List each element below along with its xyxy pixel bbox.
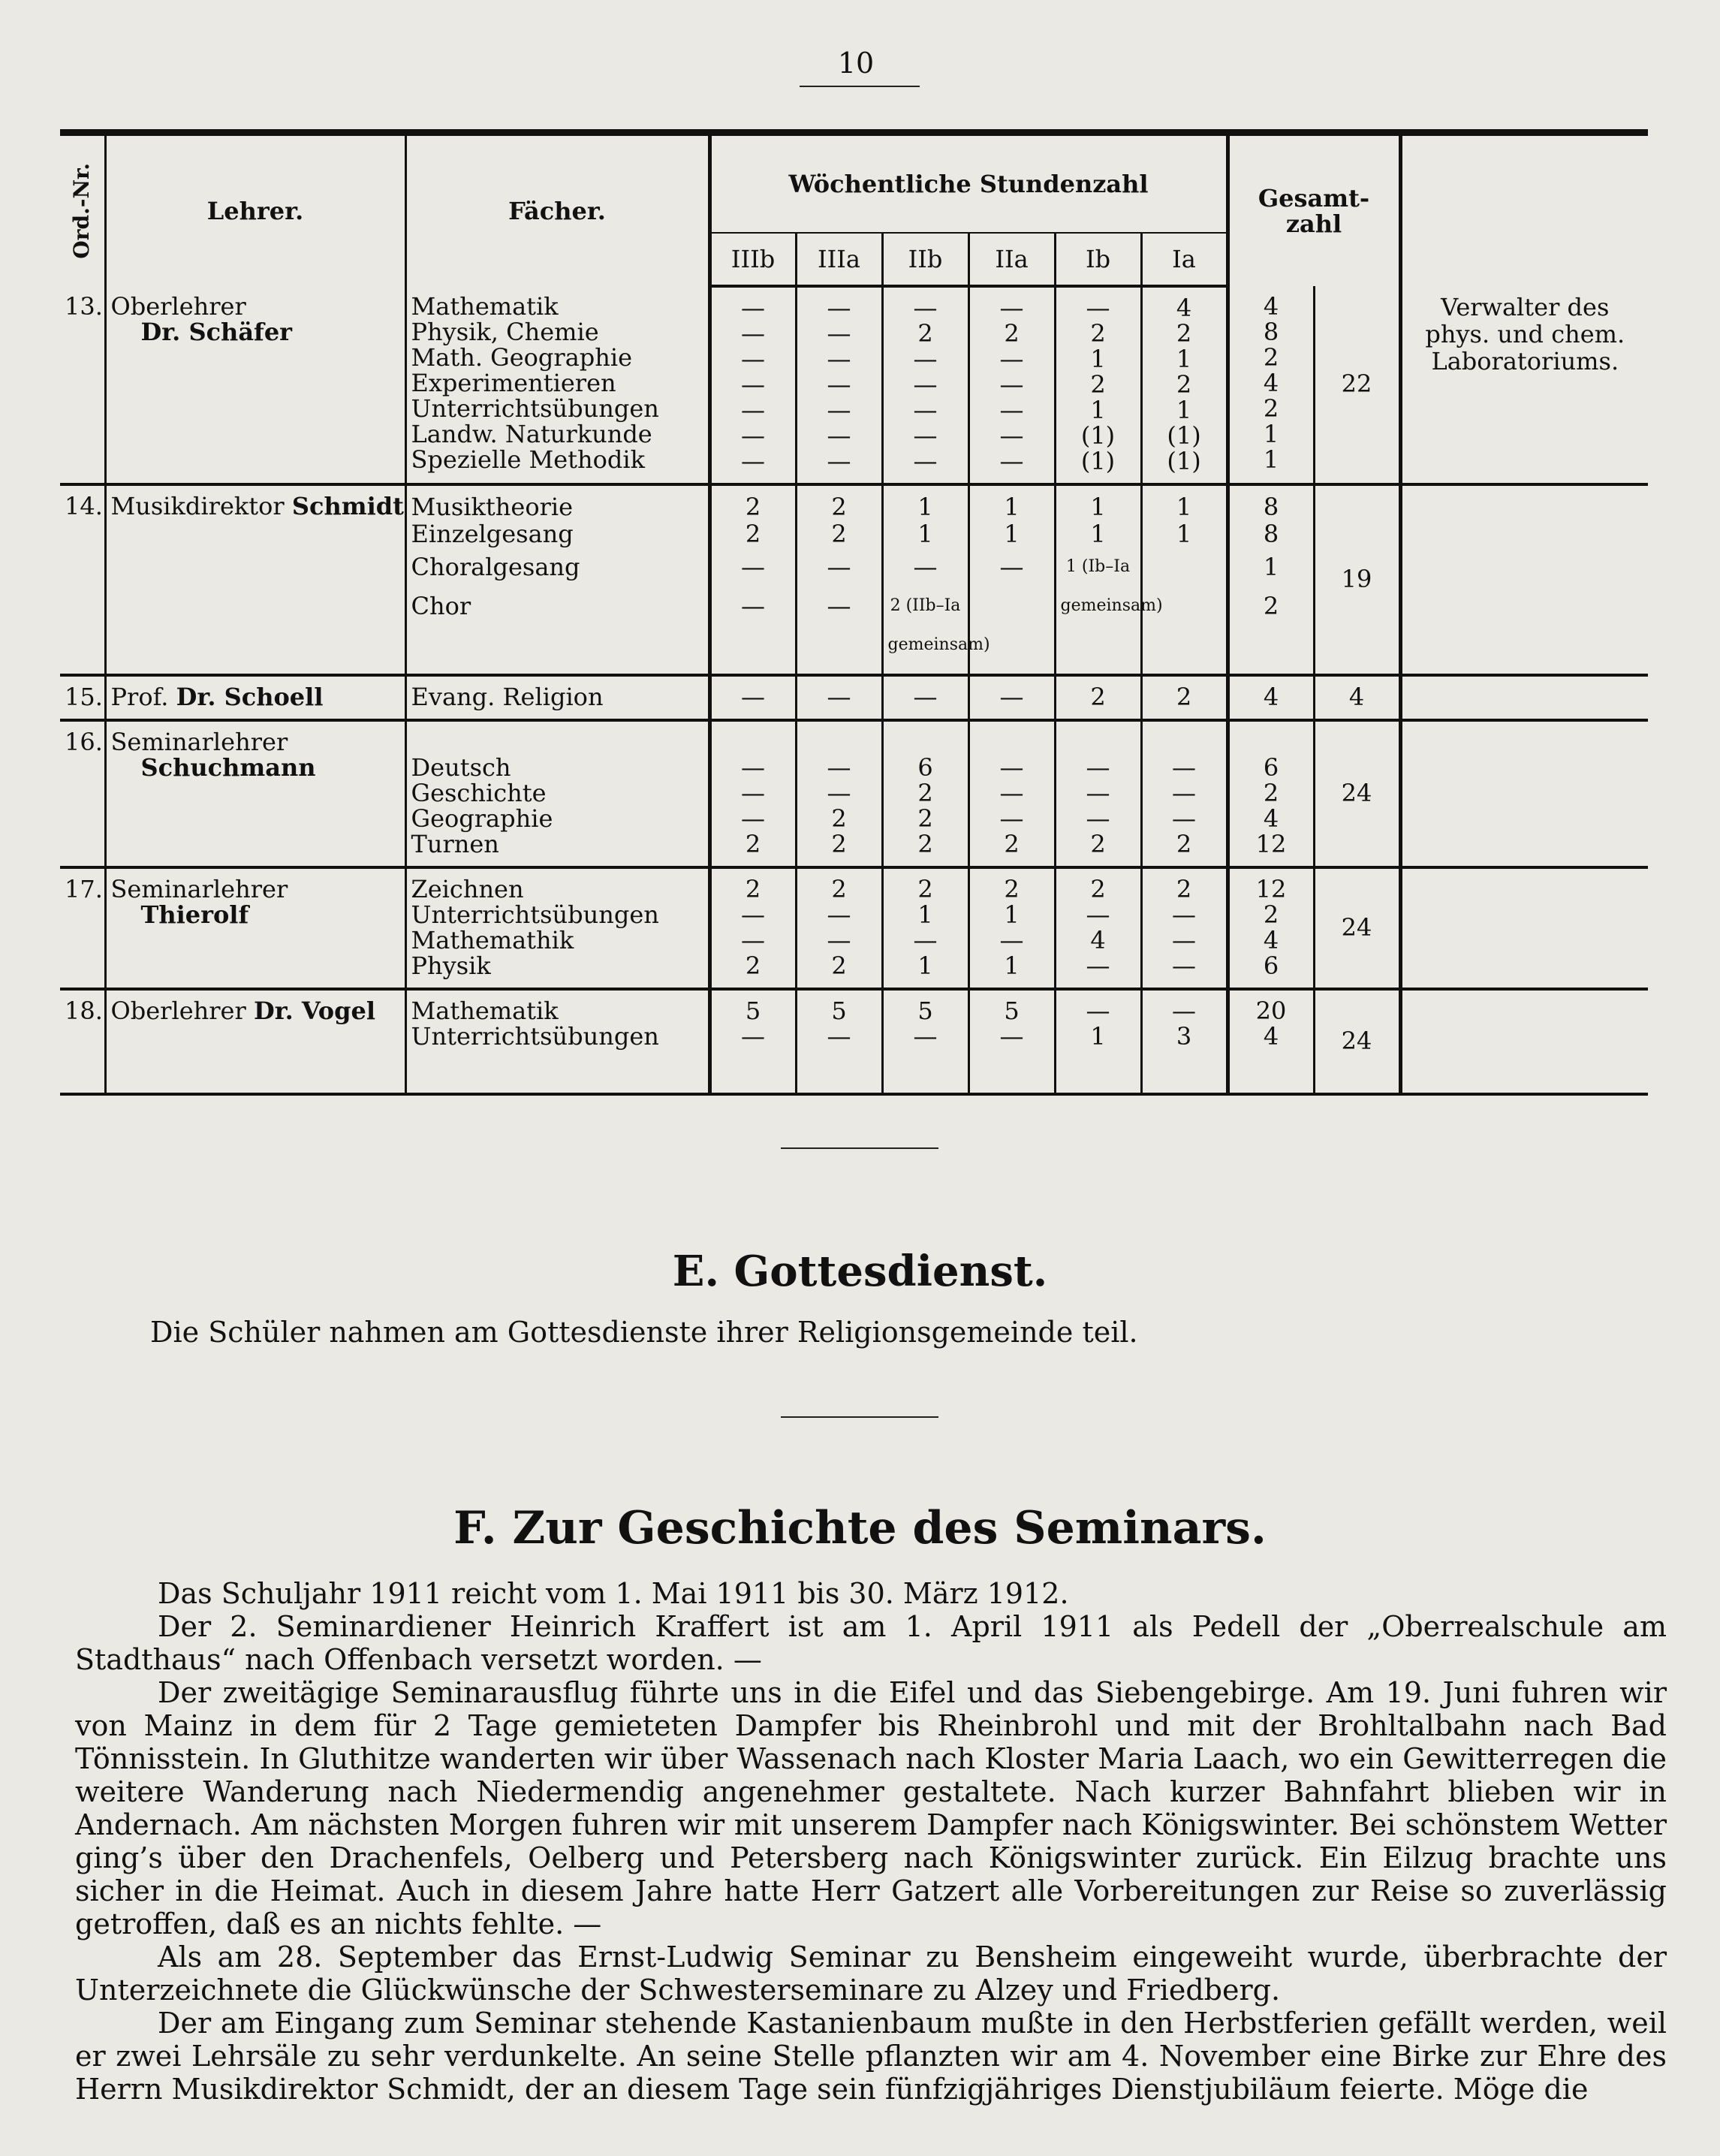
hours-IIa: — 2 — — — — — [968, 286, 1055, 484]
header-class-IIa: IIa [968, 233, 1055, 286]
subjects-cell [405, 867, 709, 989]
section-divider [781, 1147, 938, 1149]
hours-Ib: — — — 2 [1055, 720, 1141, 867]
hours-Ia: — — — 2 [1141, 720, 1227, 867]
header-class-IIIb: IIIb [709, 233, 796, 286]
header-ord-nr: Ord.-Nr. [60, 133, 105, 287]
row-number: 17. [60, 867, 105, 989]
table-row [60, 720, 1648, 867]
teacher-name: Schmidt [291, 492, 404, 520]
subject: Musiktheorie [411, 493, 574, 521]
hours-IIIb: — [709, 675, 796, 720]
section-e-text: Die Schüler nahmen am Gottesdienste ihrer Religionsgemeinde teil. [150, 1316, 1138, 1349]
teacher-cell [105, 484, 405, 675]
remark [1400, 989, 1648, 1094]
teacher-cell [105, 867, 405, 989]
teacher-name: Dr. Schoell [176, 683, 324, 711]
teacher-name: Dr. Schäfer [140, 318, 293, 346]
hours-IIa: — [968, 675, 1055, 720]
teacher-total: 19 [1314, 484, 1400, 675]
subject: Chor [411, 592, 471, 620]
header-class-Ib: Ib [1055, 233, 1141, 286]
subject: Math. Geographie [411, 343, 633, 372]
subject: Physik [411, 951, 491, 980]
paragraph: Der am Eingang zum Seminar stehende Kastanienbaum mußte in den Herbstferien gefällt werden, weil er zwei Lehrsäle zu sehr verdunkelte. An seine Stelle pflanzten wir am 4. November eine Birke zur Ehre des Herrn Musikdirektor Schmidt, der an diesem Tage sein fünfzigjähriges Dienstjubiläum feierte. Möge die [75, 2007, 1667, 2106]
teacher-title: Prof. [110, 683, 169, 711]
subjects-cell [405, 484, 709, 675]
remark: Verwalter des phys. und chem. Laboratoriums. [1400, 286, 1648, 484]
hours-IIIb: — — — — — — — [709, 286, 796, 484]
teacher-cell [105, 720, 405, 867]
header-class-IIb: IIb [882, 233, 968, 286]
subject: Mathemathik [411, 926, 574, 954]
hours-Ia: 4 2 1 2 1 (1) (1) [1141, 286, 1227, 484]
teacher-name: Dr. Vogel [253, 997, 376, 1025]
subject: Turnen [411, 830, 499, 858]
teacher-total: 22 [1314, 286, 1400, 484]
row-number: 16. [60, 720, 105, 867]
header-weekly-hours: Wöchentliche Stundenzahl [709, 133, 1227, 234]
teacher-cell [105, 989, 405, 1094]
header-faecher: Fächer. [405, 133, 709, 287]
subject-sums: 4 8 2 4 2 1 1 [1227, 286, 1314, 484]
page-number-rule [800, 86, 920, 87]
remark [1400, 675, 1648, 720]
subjects-cell [405, 720, 709, 867]
paragraph: Der zweitägige Seminarausflug führte uns in die Eifel und das Siebengebirge. Am 19. Juni fuhren wir von Mainz in dem für 2 Tage gemieteten Dampfer bis Rheinbrohl und mit der Brohltalbahn nach Bad Tönnisstein. In Gluthitze wanderten wir über Wassenach nach Kloster Maria Laach, wo ein Gewitterregen die weitere Wanderung nach Niedermendig angenehmer gestaltete. Nach kurzer Bahnfahrt blieben wir in Andernach. Am nächsten Morgen fuhren wir mit unserem Dampfer nach Königswinter. Bei schönstem Wetter ging’s über den Drachenfels, Oelberg und Petersberg nach Königswinter zurück. Ein Eilzug brachte uns sicher in die Heimat. Auch in diesem Jahre hatte Herr Gatzert alle Vorbereitungen zur Reise so zuverlässig getroffen, daß es an nichts fehlte. — [75, 1676, 1667, 1940]
subject: Choralgesang [411, 553, 580, 581]
section-f-body [75, 1577, 1667, 2106]
hours-IIIa: 2 2 — — [796, 484, 882, 675]
teacher-cell [105, 286, 405, 484]
subject: Unterrichtsübungen [411, 900, 659, 929]
row-number: 14. [60, 484, 105, 675]
table-row [60, 286, 1648, 484]
header-remarks [1400, 133, 1648, 287]
subject: Mathematik [411, 997, 559, 1025]
table-row [60, 484, 1648, 675]
subject: Unterrichtsübungen [411, 1022, 659, 1051]
teacher-title: Seminarlehrer [110, 875, 288, 903]
section-f-title: F. Zur Geschichte des Seminars. [453, 1502, 1267, 1554]
header-lehrer: Lehrer. [105, 133, 405, 287]
paragraph: Das Schuljahr 1911 reicht vom 1. Mai 1911 bis 30. März 1912. [158, 1577, 1069, 1610]
page-number: 10 [837, 47, 875, 80]
teacher-title: Musikdirektor [110, 492, 285, 520]
teacher-total: 24 [1314, 720, 1400, 867]
teacher-title: Oberlehrer [110, 997, 246, 1025]
teacher-name: Schuchmann [140, 753, 316, 782]
subject: Deutsch [411, 753, 511, 782]
hours-IIIb: 5 — [709, 989, 796, 1094]
hours-IIIb: 2 — — 2 [709, 867, 796, 989]
hours-Ib: 1 1 1 (Ib–Ia gemeinsam) [1055, 484, 1141, 675]
hours-IIa: — — — 2 [968, 720, 1055, 867]
teacher-title: Seminarlehrer [110, 728, 288, 756]
hours-IIa: 2 1 — 1 [968, 867, 1055, 989]
hours-IIb: — [882, 675, 968, 720]
header-gesamtzahl: Gesamt- zahl [1227, 133, 1400, 287]
row-number: 18. [60, 989, 105, 1094]
table-row [60, 675, 1648, 720]
subject: Einzelgesang [411, 520, 574, 548]
subject: Geschichte [411, 779, 547, 807]
subjects-cell [405, 989, 709, 1094]
subjects-cell [405, 675, 709, 720]
remark [1400, 867, 1648, 989]
subject: Unterrichtsübungen [411, 394, 659, 423]
hours-IIIa: — — 2 2 [796, 720, 882, 867]
subject-sums: 8 8 1 2 [1227, 484, 1314, 675]
subject: Geographie [411, 804, 553, 833]
teacher-cell [105, 675, 405, 720]
teacher-total: 24 [1314, 989, 1400, 1094]
hours-Ia: 1 1 [1141, 484, 1227, 675]
hours-Ib: 2 [1055, 675, 1141, 720]
subject-sums: 4 [1227, 675, 1314, 720]
hours-Ia: 2 [1141, 675, 1227, 720]
subject: Spezielle Methodik [411, 445, 645, 474]
section-e-title: E. Gottesdienst. [672, 1247, 1048, 1296]
hours-IIIa: 2 — — 2 [796, 867, 882, 989]
hours-Ia: 2 — — — [1141, 867, 1227, 989]
subject: Experimentieren [411, 369, 616, 397]
paragraph: Der 2. Seminardiener Heinrich Kraffert ist am 1. April 1911 als Pedell der „Oberrealschule am Stadthaus“ nach Offenbach versetzt worden. — [75, 1610, 1667, 1676]
teacher-total: 4 [1314, 675, 1400, 720]
teacher-total: 24 [1314, 867, 1400, 989]
hours-Ib: 2 — 4 — [1055, 867, 1141, 989]
teacher-schedule-table [60, 129, 1648, 1096]
teacher-name: Thierolf [140, 900, 249, 929]
hours-IIa: 5 — [968, 989, 1055, 1094]
hours-IIa: 1 1 — [968, 484, 1055, 675]
hours-IIIa: 5 — [796, 989, 882, 1094]
hours-IIIa: — [796, 675, 882, 720]
teacher-title: Oberlehrer [110, 292, 246, 321]
hours-IIb: 1 1 — 2 (IIb–Ia gemeinsam) [882, 484, 968, 675]
header-class-IIIa: IIIa [796, 233, 882, 286]
subject: Zeichnen [411, 875, 524, 903]
subject: Physik, Chemie [411, 318, 599, 346]
hours-Ib: — 2 1 2 1 (1) (1) [1055, 286, 1141, 484]
subject-sums: 12 2 4 6 [1227, 867, 1314, 989]
table-row [60, 989, 1648, 1094]
section-divider [781, 1416, 938, 1418]
subject: Mathematik [411, 292, 559, 321]
table-row [60, 867, 1648, 989]
hours-IIIb: — — — 2 [709, 720, 796, 867]
subjects-cell [405, 286, 709, 484]
hours-IIb: 2 1 — 1 [882, 867, 968, 989]
subject-sums: 20 4 [1227, 989, 1314, 1094]
subject: Evang. Religion [411, 683, 604, 711]
hours-IIb: 6 2 2 2 [882, 720, 968, 867]
hours-Ib: — 1 [1055, 989, 1141, 1094]
remark [1400, 484, 1648, 675]
paragraph: Als am 28. September das Ernst-Ludwig Seminar zu Bensheim eingeweiht wurde, überbrachte der Unterzeichnete die Glückwünsche der Schwesterseminare zu Alzey und Friedberg. [75, 1940, 1667, 2007]
hours-IIIb: 2 2 — — [709, 484, 796, 675]
row-number: 13. [60, 286, 105, 484]
hours-IIIa: — — — — — — — [796, 286, 882, 484]
header-class-Ia: Ia [1141, 233, 1227, 286]
remark [1400, 720, 1648, 867]
subject: Landw. Naturkunde [411, 420, 652, 448]
row-number: 15. [60, 675, 105, 720]
subject-sums: 6 2 4 12 [1227, 720, 1314, 867]
hours-IIb: 5 — [882, 989, 968, 1094]
hours-IIb: — 2 — — — — — [882, 286, 968, 484]
hours-Ia: — 3 [1141, 989, 1227, 1094]
